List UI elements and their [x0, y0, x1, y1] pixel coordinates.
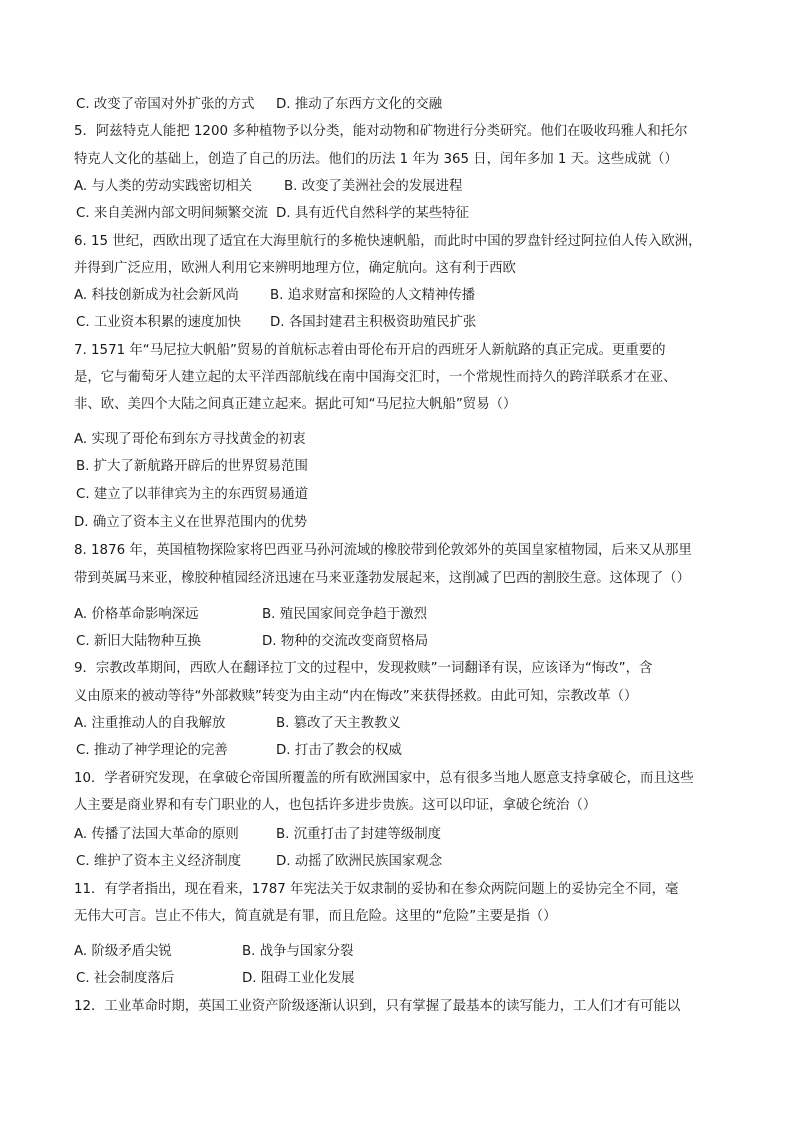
- q8-option-a: A. 价格革命影响深远: [74, 607, 199, 622]
- q8-stem-line-1: 8. 1876 年，英国植物探险家将巴西亚马孙河流域的橡胶带到伦敦郊外的英国皇家植物园，后来又从那里: [74, 543, 692, 558]
- q6-option-d: D. 各国封建君主积极资助殖民扩张: [270, 315, 477, 330]
- q11-option-a: A. 阶级矛盾尖锐: [74, 944, 172, 959]
- q5-option-a: A. 与人类的劳动实践密切相关: [74, 179, 253, 194]
- q7-stem-line-2: 是，它与葡萄牙人建立起的太平洋西部航线在南中国海交汇时，一个常规性而持久的跨洋联系才在亚、: [74, 370, 677, 385]
- q10-option-c: C. 维护了资本主义经济制度: [76, 854, 242, 869]
- q4-option-c: C. 改变了帝国对外扩张的方式: [76, 97, 255, 112]
- q6-option-c: C. 工业资本积累的速度加快: [76, 315, 242, 330]
- q11-stem-line-1: 11．有学者指出，现在看来，1787 年宪法关于奴隶制的妥协和在参众两院问题上的妥协完全不同，毫: [74, 882, 679, 897]
- q8-option-c: C. 新旧大陆物种互换: [76, 634, 201, 649]
- q10-option-d: D. 动摇了欧洲民族国家观念: [276, 854, 443, 869]
- q5-option-d: D. 具有近代自然科学的某些特征: [276, 206, 469, 221]
- q5-option-c: C. 来自美洲内部文明间频繁交流: [76, 206, 268, 221]
- q11-stem-line-2: 无伟大可言。岂止不伟大，简直就是有罪，而且危险。这里的“危险”主要是指（）: [74, 909, 557, 924]
- q10-option-a: A. 传播了法国大革命的原则: [74, 827, 239, 842]
- q9-option-c: C. 推动了神学理论的完善: [76, 743, 228, 758]
- q11-option-b: B. 战争与国家分裂: [242, 944, 354, 959]
- q9-option-a: A. 注重推动人的自我解放: [74, 716, 226, 731]
- q12-stem-line-1: 12．工业革命时期，英国工业资产阶级逐渐认识到，只有掌握了最基本的读写能力，工人们才有可能以: [74, 999, 681, 1014]
- q7-stem-line-3: 非、欧、美四个大陆之间真正建立起来。据此可知“马尼拉大帆船”贸易（）: [74, 397, 517, 412]
- q9-option-b: B. 篡改了天主教教义: [276, 716, 401, 731]
- q11-option-d: D. 阻碍工业化发展: [242, 971, 355, 986]
- q9-stem-line-2: 义由原来的被动等待“外部救赎”转变为由主动“内在悔改”来获得拯救。由此可知，宗教改革（）: [74, 689, 638, 704]
- q7-option-d: D. 确立了资本主义在世界范围内的优势: [74, 515, 308, 530]
- q5-stem-line-2: 特克人文化的基础上，创造了自己的历法。他们的历法 1 年为 365 日，闰年多加 1 天。这些成就（）: [74, 152, 678, 167]
- q9-stem-line-1: 9．宗教改革期间，西欧人在翻译拉丁文的过程中，发现救赎”一词翻译有误，应该译为“悔改”，含: [74, 661, 653, 676]
- q7-option-a: A. 实现了哥伦布到东方寻找黄金的初衷: [74, 432, 306, 447]
- q6-option-b: B. 追求财富和探险的人文精神传播: [270, 288, 476, 303]
- q8-stem-line-2: 带到英属马来亚，橡胶种植园经济迅速在马来亚蓬勃发展起来，这削减了巴西的割胶生意。这体现了（）: [74, 571, 690, 586]
- q8-option-b: B. 殖民国家间竞争趋于激烈: [262, 607, 427, 622]
- q7-option-c: C. 建立了以菲律宾为主的东西贸易通道: [76, 487, 309, 502]
- q10-stem-line-2: 人主要是商业界和有专门职业的人，也包括许多进步贵族。这可以印证，拿破仑统治（）: [74, 798, 597, 813]
- q6-stem-line-1: 6. 15 世纪，西欧出现了适宜在大海里航行的多桅快速帆船，而此时中国的罗盘针经过阿拉伯人传入欧洲，: [74, 234, 702, 249]
- q9-option-d: D. 打击了教会的权威: [276, 743, 402, 758]
- q5-stem-line-1: 5．阿兹特克人能把 1200 多种植物予以分类，能对动物和矿物进行分类研究。他们在吸收玛雅人和托尔: [74, 124, 688, 139]
- q11-option-c: C. 社会制度落后: [76, 971, 175, 986]
- q10-stem-line-1: 10．学者研究发现，在拿破仑帝国所覆盖的所有欧洲国家中，总有很多当地人愿意支持拿破仑，而且这些: [74, 771, 694, 786]
- q4-option-d: D. 推动了东西方文化的交融: [276, 97, 443, 112]
- q6-option-a: A. 科技创新成为社会新风尚: [74, 288, 239, 303]
- q8-option-d: D. 物种的交流改变商贸格局: [262, 634, 429, 649]
- q6-stem-line-2: 并得到广泛应用，欧洲人利用它来辨明地理方位，确定航向。这有利于西欧: [74, 261, 516, 276]
- q10-option-b: B. 沉重打击了封建等级制度: [276, 827, 441, 842]
- q5-option-b: B. 改变了美洲社会的发展进程: [284, 179, 463, 194]
- q7-option-b: B. 扩大了新航路开辟后的世界贸易范围: [76, 459, 308, 474]
- q7-stem-line-1: 7. 1571 年“马尼拉大帆船”贸易的首航标志着由哥伦布开启的西班牙人新航路的真正完成。更重要的: [74, 343, 666, 358]
